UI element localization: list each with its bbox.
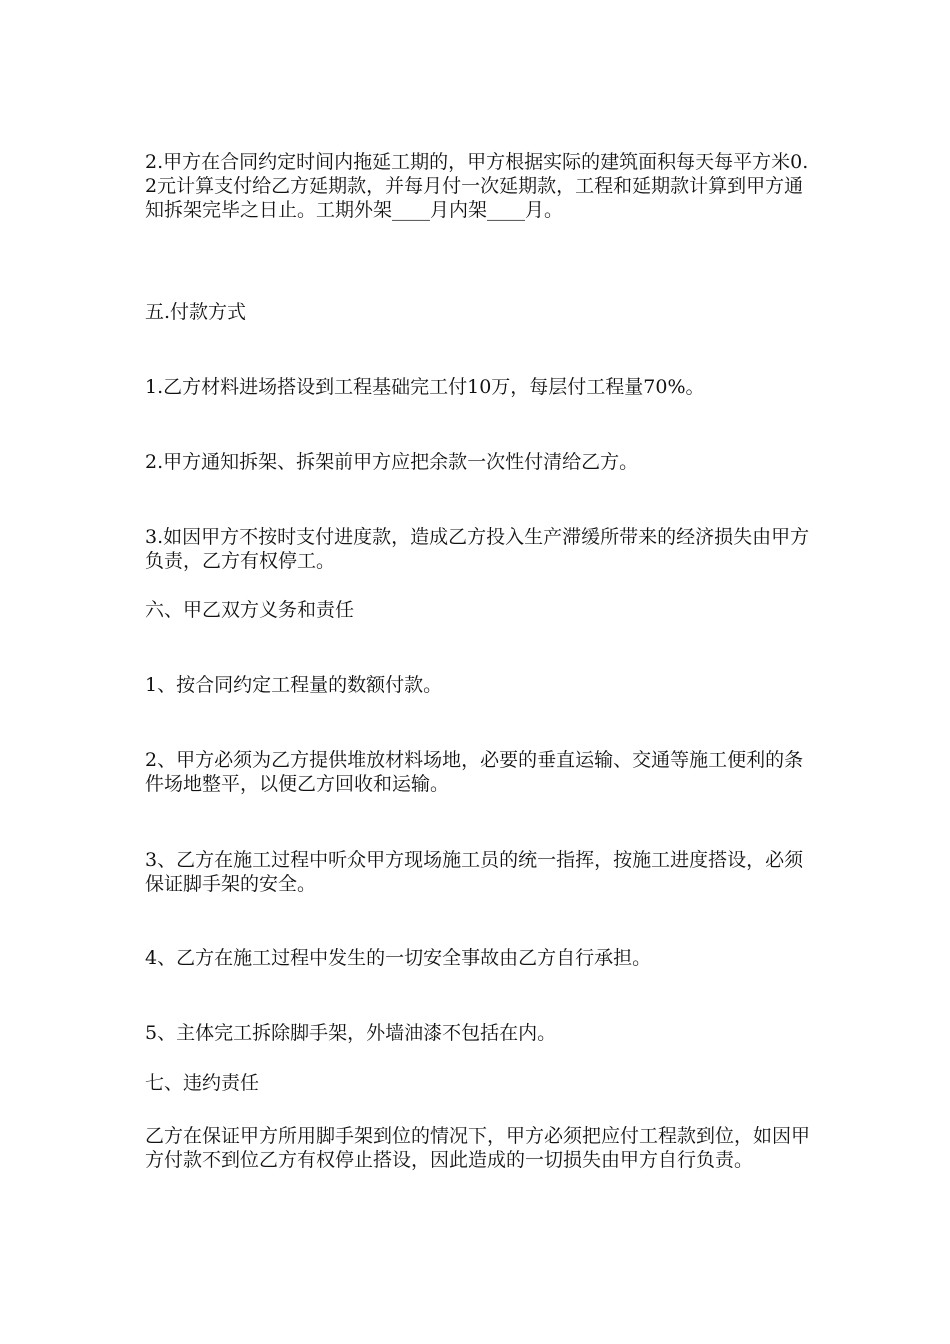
clause-6-item-3: 3、乙方在施工过程中听众甲方现场施工员的统一指挥，按施工进度搭设，必须保证脚手架的安全。: [145, 849, 804, 895]
clause-5-item-3: 3.如因甲方不按时支付进度款，造成乙方投入生产滞缓所带来的经济损失由甲方负责，乙方有权停工。: [145, 526, 810, 572]
clause-5-item-2: 2.甲方通知拆架、拆架前甲方应把余款一次性付清给乙方。: [145, 451, 639, 473]
clause-7-body: 乙方在保证甲方所用脚手架到位的情况下，甲方必须把应付工程款到位，如因甲方付款不到位乙方有权停止搭设，因此造成的一切损失由甲方自行负责。: [145, 1125, 811, 1171]
clause-6-item-5: 5、主体完工拆除脚手架，外墙油漆不包括在内。: [145, 1022, 557, 1044]
clause-4-item-2: 2.甲方在合同约定时间内拖延工期的，甲方根据实际的建筑面积每天每平方米0.2元计算支付给乙方延期款，并每月付一次延期款，工程和延期款计算到甲方通知拆架完毕之日止。工期外架____月内架____月。: [145, 151, 809, 221]
section-5-heading: 五.付款方式: [145, 301, 247, 323]
clause-6-item-1: 1、按合同约定工程量的数额付款。: [145, 674, 443, 696]
clause-6-item-4: 4、乙方在施工过程中发生的一切安全事故由乙方自行承担。: [145, 947, 652, 969]
clause-5-item-1: 1.乙方材料进场搭设到工程基础完工付10万，每层付工程量70%。: [145, 376, 705, 398]
section-7-heading: 七、违约责任: [145, 1072, 260, 1094]
section-6-heading: 六、甲乙双方义务和责任: [145, 599, 355, 621]
clause-6-item-2: 2、甲方必须为乙方提供堆放材料场地，必要的垂直运输、交通等施工便利的条件场地整平，以便乙方回收和运输。: [145, 749, 804, 795]
